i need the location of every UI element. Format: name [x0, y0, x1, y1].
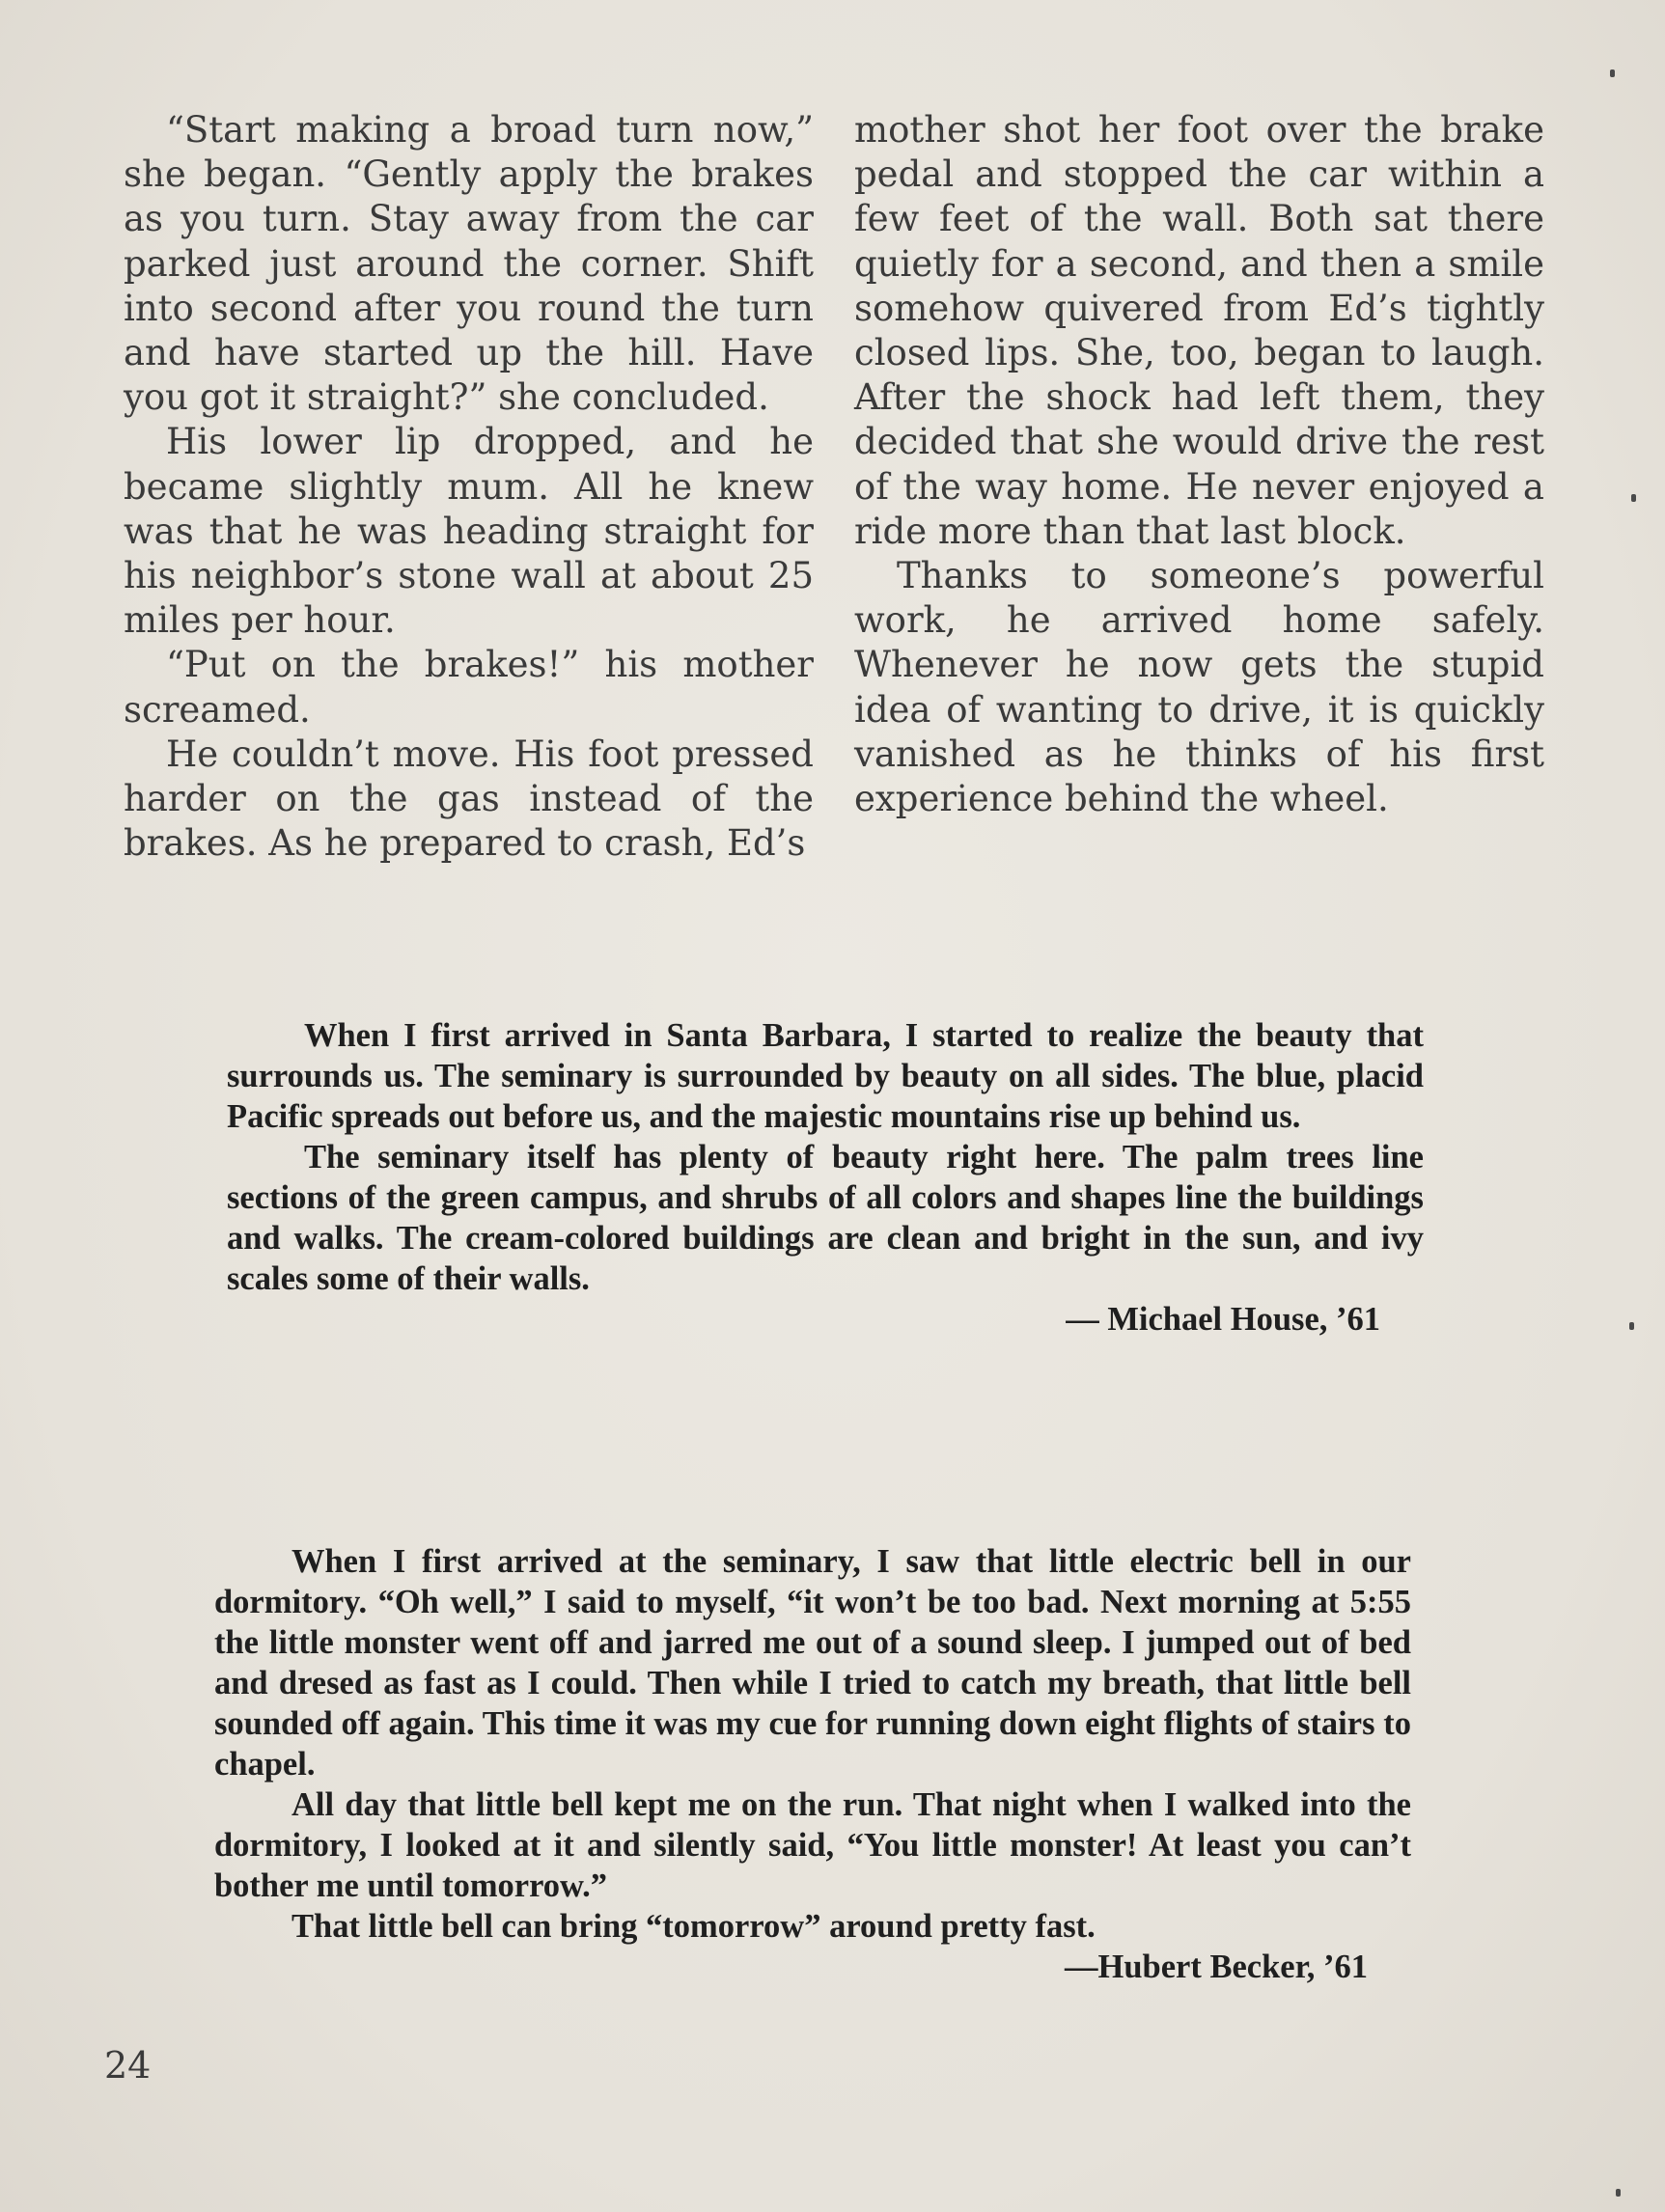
binding-hole-mark [1629, 1322, 1634, 1330]
essay-paragraph: All day that little bell kept me on the run. That night when I walked into the dormitory, I looked at it and silently said, “You little monster! At least you can’t bother me until tomorrow.” [214, 1786, 1411, 1904]
binding-hole-mark [1616, 2189, 1621, 2197]
story-paragraph: Thanks to someone’s powerful work, he arrived home safely. Whenever he now gets the stupid idea of wanting to drive, it is quickly vanished as he thinks of his first experience behind the wheel. [854, 555, 1544, 820]
essay-paragraph: That little bell can bring “tomorrow” around pretty fast. [291, 1908, 1096, 1945]
essay-paragraph: The seminary itself has plenty of beauty right here. The palm trees line sections of the green campus, and shrubs of all colors and shapes line the buildings and walks. The cream-colored buildings are clean and bright in the sun, and ivy scales some of their walls. [227, 1139, 1424, 1297]
story-paragraph: “Put on the brakes!” his mother screamed. [124, 644, 814, 731]
essay-little-bell [214, 1541, 1411, 1987]
story-paragraph: “Start making a broad turn now,” she began. “Gently apply the brakes as you turn. Stay away from the car parked just around the corner. Shift into second after you round the turn and have started up the hill. Have you got it straight?” she concluded. [124, 109, 814, 419]
story-paragraph: His lower lip dropped, and he became slightly mum. All he knew was that he was heading straight for his neighbor’s stone wall at about 25 miles per hour. [124, 421, 814, 642]
story-right-column [854, 108, 1544, 821]
essay-signature: —Hubert Becker, ’61 [1065, 1949, 1368, 1985]
page-number: 24 [104, 2044, 152, 2087]
binding-hole-mark [1631, 494, 1636, 502]
essay-paragraph: When I first arrived in Santa Barbara, I started to realize the beauty that surrounds us. The seminary is surrounded by beauty on all sides. The blue, placid Pacific spreads out before us, and the majestic mountains rise up behind us. [227, 1017, 1424, 1135]
story-paragraph: He couldn’t move. His foot pressed harder on the gas instead of the brakes. As he prepared to crash, Ed’s [124, 733, 814, 865]
essay-signature: — Michael House, ’61 [1066, 1301, 1380, 1338]
story-paragraph: mother shot her foot over the brake pedal and stopped the car within a few feet of the wall. Both sat there quietly for a second, and then a smile somehow quivered from Ed’s tightly closed lips. She, too, began to laugh. After the shock had left them, they decided that she would drive the rest of the way home. He never enjoyed a ride more than that last block. [854, 109, 1544, 552]
story-left-column [124, 108, 814, 866]
binding-hole-mark [1610, 69, 1615, 77]
essay-paragraph: When I first arrived at the seminary, I saw that little electric bell in our dormitory. “Oh well,” I said to myself, “it won’t be too bad. Next morning at 5:55 the little monster went off and jarred me out of a sound sleep. I jumped out of bed and dresed as fast as I could. Then while I tried to catch my breath, that little bell sounded off again. This time it was my cue for running down eight flights of stairs to chapel. [214, 1543, 1411, 1783]
essay-santa-barbara [227, 1015, 1424, 1340]
